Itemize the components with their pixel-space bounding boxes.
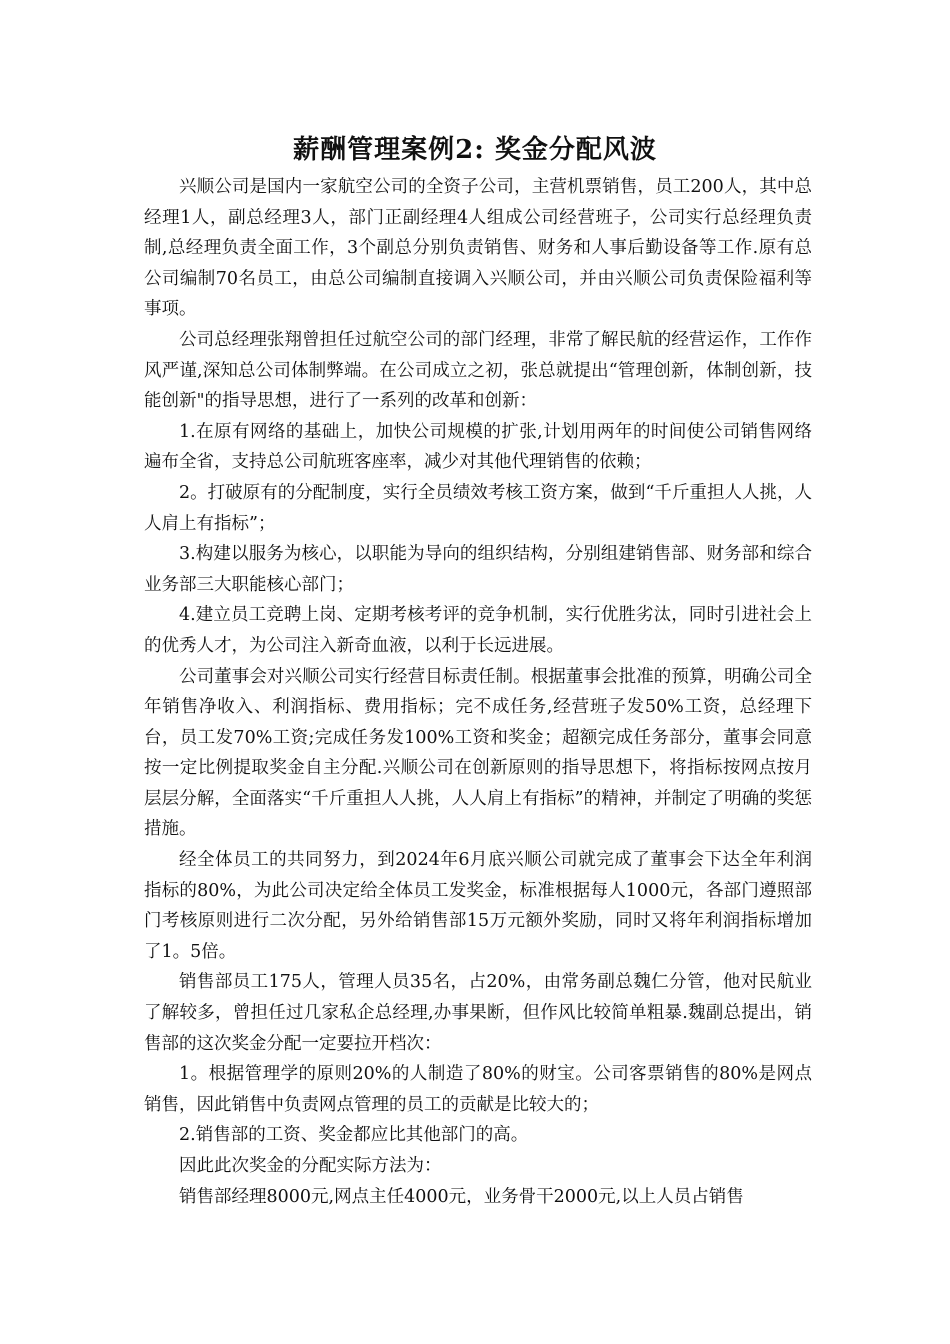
paragraph-principle-1: 1。根据管理学的原则20%的人制造了80%的财宝。公司客票销售的80%是网点销售，因此销售中负责网点管理的员工的贡献是比较大的； <box>144 1064 812 1115</box>
paragraph-bonus-decision: 经全体员工的共同努力，到2024年6月底兴顺公司就完成了董事会下达全年利润指标的80%，为此公司决定给全体员工发奖金，标准根据每人1000元，各部门遵照部门考核原则进行二次分配，另外给销售部15万元额外奖励，同时又将年利润指标增加了1。5倍。 <box>144 850 812 962</box>
paragraph-reform-1: 1.在原有网络的基础上，加快公司规模的扩张,计划用两年的时间使公司销售网络遍布全省，支持总公司航班客座率，减少对其他代理销售的依赖； <box>144 421 812 473</box>
paragraph-company-intro: 兴顺公司是国内一家航空公司的全资子公司，主营机票销售，员工200人，其中总经理1人，副总经理3人，部门正副经理4人组成公司经营班子，公司实行总经理负责制,总经理负责全面工作，3个副总分别负责销售、财务和人事后勤设备等工作.原有总公司编制70名员工，由总公司编制直接调入兴顺公司，并由兴顺公司负责保险福利等事项。 <box>144 177 812 320</box>
paragraph-board-responsibility: 公司董事会对兴顺公司实行经营目标责任制。根据董事会批准的预算，明确公司全年销售净收入、利润指标、费用指标；完不成任务,经营班子发50%工资，总经理下台，员工发70%工资;完成任务发100%工资和奖金；超额完成任务部分，董事会同意按一定比例提取奖金自主分配.兴顺公司在创新原则的指导思想下，将指标按网点按月层层分解，全面落实“千斤重担人人挑，人人肩上有指标”的精神，并制定了明确的奖惩措施。 <box>144 666 812 840</box>
paragraph-reform-4: 4.建立员工竞聘上岗、定期考核考评的竞争机制，实行优胜劣汰，同时引进社会上的优秀人才，为公司注入新奇血液，以利于长远进展。 <box>144 605 812 656</box>
document-title: 薪酬管理案例2: 奖金分配风波 <box>293 135 657 165</box>
paragraph-reform-2: 2。打破原有的分配制度，实行全员绩效考核工资方案，做到“千斤重担人人挑，人人肩上有指标”； <box>144 482 812 534</box>
paragraph-method-intro: 因此此次奖金的分配实际方法为： <box>179 1156 442 1176</box>
paragraph-general-manager: 公司总经理张翔曾担任过航空公司的部门经理，非常了解民航的经营运作，工作作风严谨,深知总公司体制弊端。在公司成立之初，张总就提出“管理创新，体制创新，技能创新"的指导思想，进行了一系列的改革和创新： <box>144 329 812 412</box>
paragraph-reform-3: 3.构建以服务为核心，以职能为导向的组织结构，分别组建销售部、财务部和综合业务部三大职能核心部门； <box>144 544 812 595</box>
paragraph-principle-2: 2.销售部的工资、奖金都应比其他部门的高。 <box>179 1125 529 1146</box>
paragraph-sales-department: 销售部员工175人，管理人员35名，占20%，由常务副总魏仁分管，他对民航业了解较多，曾担任过几家私企总经理,办事果断，但作风比较简单粗暴.魏副总提出，销售部的这次奖金分配一定要拉开档次： <box>144 972 812 1054</box>
document-body <box>144 172 812 1212</box>
paragraph-method-detail: 销售部经理8000元,网点主任4000元，业务骨干2000元,以上人员占销售 <box>179 1186 744 1207</box>
